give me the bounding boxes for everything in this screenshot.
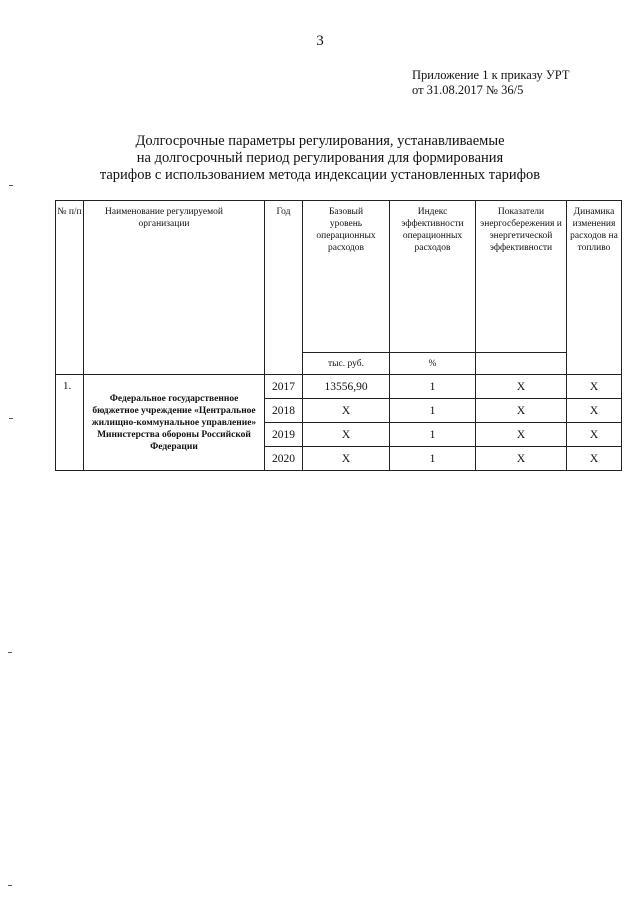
- efficiency-index-cell: 1: [390, 399, 476, 423]
- scan-mark: [8, 885, 12, 886]
- efficiency-index-cell: 1: [390, 423, 476, 447]
- header-row: [56, 201, 622, 353]
- base-level-cell: X: [303, 447, 390, 471]
- header-organization: Наименование регулируемой организации: [84, 201, 265, 375]
- page-number: 3: [316, 33, 324, 49]
- table-row: [56, 375, 622, 399]
- organization-name: Федеральное государственное бюджетное учреждение «Центральное жилищно-коммунальное управление» Министерства обороны Российской Федерации: [84, 375, 265, 471]
- title-line-1: Долгосрочные параметры регулирования, устанавливаемые: [135, 133, 505, 149]
- year-cell: 2018: [265, 399, 303, 423]
- header-base-level: Базовый уровень операционных расходов: [303, 201, 390, 353]
- scan-mark: [8, 652, 12, 653]
- energy-saving-cell: X: [476, 375, 567, 399]
- header-num: № п/п: [56, 201, 84, 375]
- unit-energy-saving: [476, 353, 567, 375]
- scan-mark: [9, 185, 13, 186]
- fuel-dynamics-cell: X: [567, 423, 622, 447]
- appendix-line-1: Приложение 1 к приказу УРТ: [412, 68, 570, 82]
- document-title: [60, 133, 580, 184]
- year-cell: 2020: [265, 447, 303, 471]
- efficiency-index-cell: 1: [390, 375, 476, 399]
- fuel-dynamics-cell: X: [567, 375, 622, 399]
- year-cell: 2017: [265, 375, 303, 399]
- energy-saving-cell: X: [476, 447, 567, 471]
- unit-base-level: тыс. руб.: [303, 353, 390, 375]
- row-number: 1.: [56, 375, 84, 471]
- appendix-line-2: от 31.08.2017 № 36/5: [412, 83, 524, 97]
- header-year: Год: [265, 201, 303, 375]
- efficiency-index-cell: 1: [390, 447, 476, 471]
- parameters-table: [55, 200, 622, 471]
- energy-saving-cell: X: [476, 423, 567, 447]
- energy-saving-cell: X: [476, 399, 567, 423]
- header-fuel-dynamics: Динамика изменения расходов на топливо: [567, 201, 622, 375]
- fuel-dynamics-cell: X: [567, 447, 622, 471]
- unit-efficiency-index: %: [390, 353, 476, 375]
- base-level-cell: X: [303, 423, 390, 447]
- title-line-3: тарифов с использованием метода индексации установленных тарифов: [99, 167, 541, 183]
- base-level-cell: X: [303, 399, 390, 423]
- appendix-reference: [412, 68, 570, 98]
- fuel-dynamics-cell: X: [567, 399, 622, 423]
- base-level-cell: 13556,90: [303, 375, 390, 399]
- year-cell: 2019: [265, 423, 303, 447]
- scan-mark: [9, 418, 13, 419]
- header-efficiency-index: Индекс эффективности операционных расходов: [390, 201, 476, 353]
- header-energy-saving: Показатели энергосбережения и энергетической эффективности: [476, 201, 567, 353]
- title-line-2: на долгосрочный период регулирования для формирования: [136, 150, 504, 166]
